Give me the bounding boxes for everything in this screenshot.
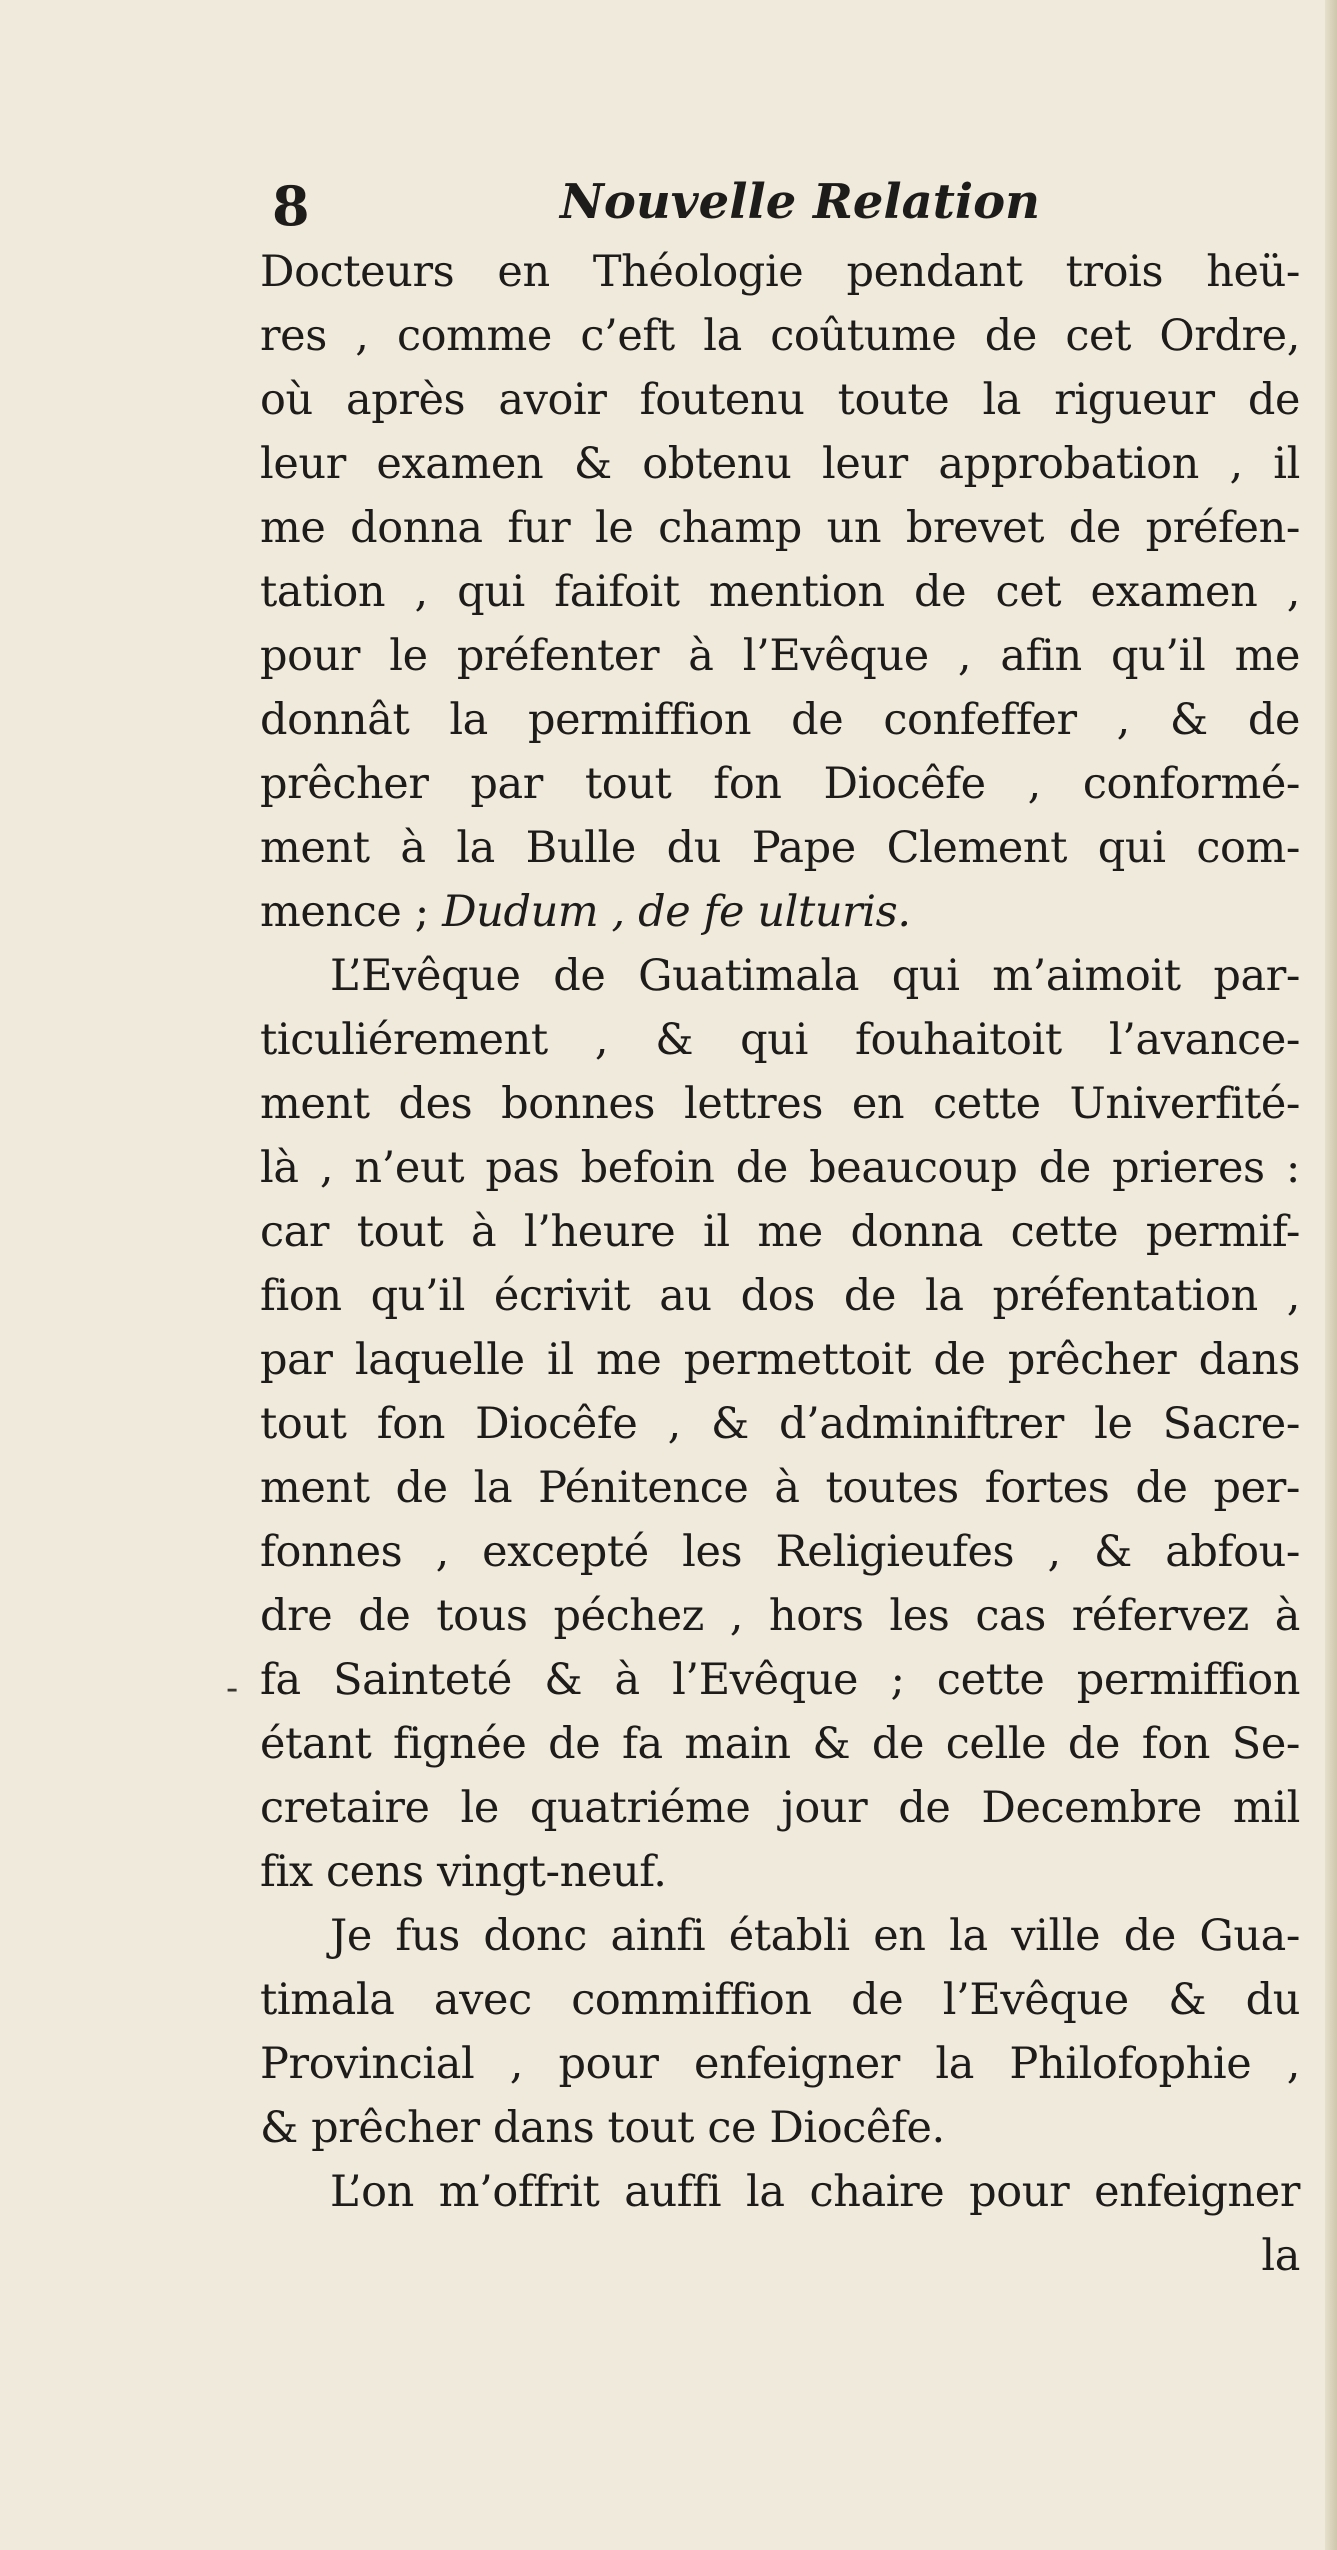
- text-line: car tout à l’heure il me donna cette permif-: [260, 1207, 1300, 1257]
- text-line: leur examen & obtenu leur approbation , il: [260, 439, 1300, 489]
- text-line: fa Sainteté & à l’Evêque ; cette permiffion: [260, 1655, 1300, 1705]
- text-line: fonnes , excepté les Religieufes , & abfou-: [260, 1527, 1300, 1577]
- text-line: donnât la permiffion de confeffer , & de: [260, 695, 1300, 745]
- text-line: timala avec commiffion de l’Evêque & du: [260, 1975, 1300, 2025]
- text-line: res , comme c’eft la coûtume de cet Ordre,: [260, 311, 1300, 361]
- text-line: cretaire le quatriéme jour de Decembre mil: [260, 1783, 1300, 1833]
- text-line: [260, 880, 1300, 944]
- running-title: Nouvelle Relation: [560, 174, 1041, 230]
- body-text: [260, 240, 1300, 2288]
- text-fragment: mence ;: [260, 887, 429, 937]
- text-line: tation , qui faifoit mention de cet examen ,: [260, 567, 1300, 617]
- text-line: étant fignée de fa main & de celle de fon Se-: [260, 1719, 1300, 1769]
- margin-mark: -: [226, 1668, 239, 1709]
- text-line: me donna fur le champ un brevet de préfen-: [260, 503, 1300, 553]
- text-line: par laquelle il me permettoit de prêcher dans: [260, 1335, 1300, 1385]
- text-line: là , n’eut pas befoin de beaucoup de prieres :: [260, 1143, 1300, 1193]
- text-line: & prêcher dans tout ce Diocêfe.: [260, 2103, 945, 2153]
- bull-title: Dudum , de fe ulturis.: [442, 887, 911, 937]
- text-line: Provincial , pour enfeigner la Philofophie ,: [260, 2039, 1300, 2089]
- page-number: 8: [272, 174, 310, 238]
- text-line: où après avoir foutenu toute la rigueur de: [260, 375, 1300, 425]
- text-line: ticuliérement , & qui fouhaitoit l’avance-: [260, 1015, 1300, 1065]
- text-line: fion qu’il écrivit au dos de la préfentation ,: [260, 1271, 1300, 1321]
- text-line: Docteurs en Théologie pendant trois heü-: [260, 247, 1300, 297]
- text-line: pour le préfenter à l’Evêque , afin qu’il me: [260, 631, 1300, 681]
- page-header: [260, 168, 1300, 248]
- catchword: la: [1261, 2231, 1300, 2281]
- text-line: prêcher par tout fon Diocêfe , conformé-: [260, 759, 1300, 809]
- text-line: ment de la Pénitence à toutes fortes de per-: [260, 1463, 1300, 1513]
- text-line: dre de tous péchez , hors les cas réfervez à: [260, 1591, 1300, 1641]
- text-line: ment à la Bulle du Pape Clement qui com-: [260, 823, 1300, 873]
- text-line: ment des bonnes lettres en cette Univerfité-: [260, 1079, 1300, 1129]
- paragraph-start: L’Evêque de Guatimala qui m’aimoit par-: [330, 951, 1300, 1001]
- text-line: tout fon Diocêfe , & d’adminiftrer le Sacre-: [260, 1399, 1300, 1449]
- paragraph-start: Je fus donc ainfi établi en la ville de Gua-: [330, 1911, 1300, 1961]
- paragraph-start: L’on m’offrit auffi la chaire pour enfeigner: [330, 2167, 1300, 2217]
- text-line: fix cens vingt-neuf.: [260, 1847, 667, 1897]
